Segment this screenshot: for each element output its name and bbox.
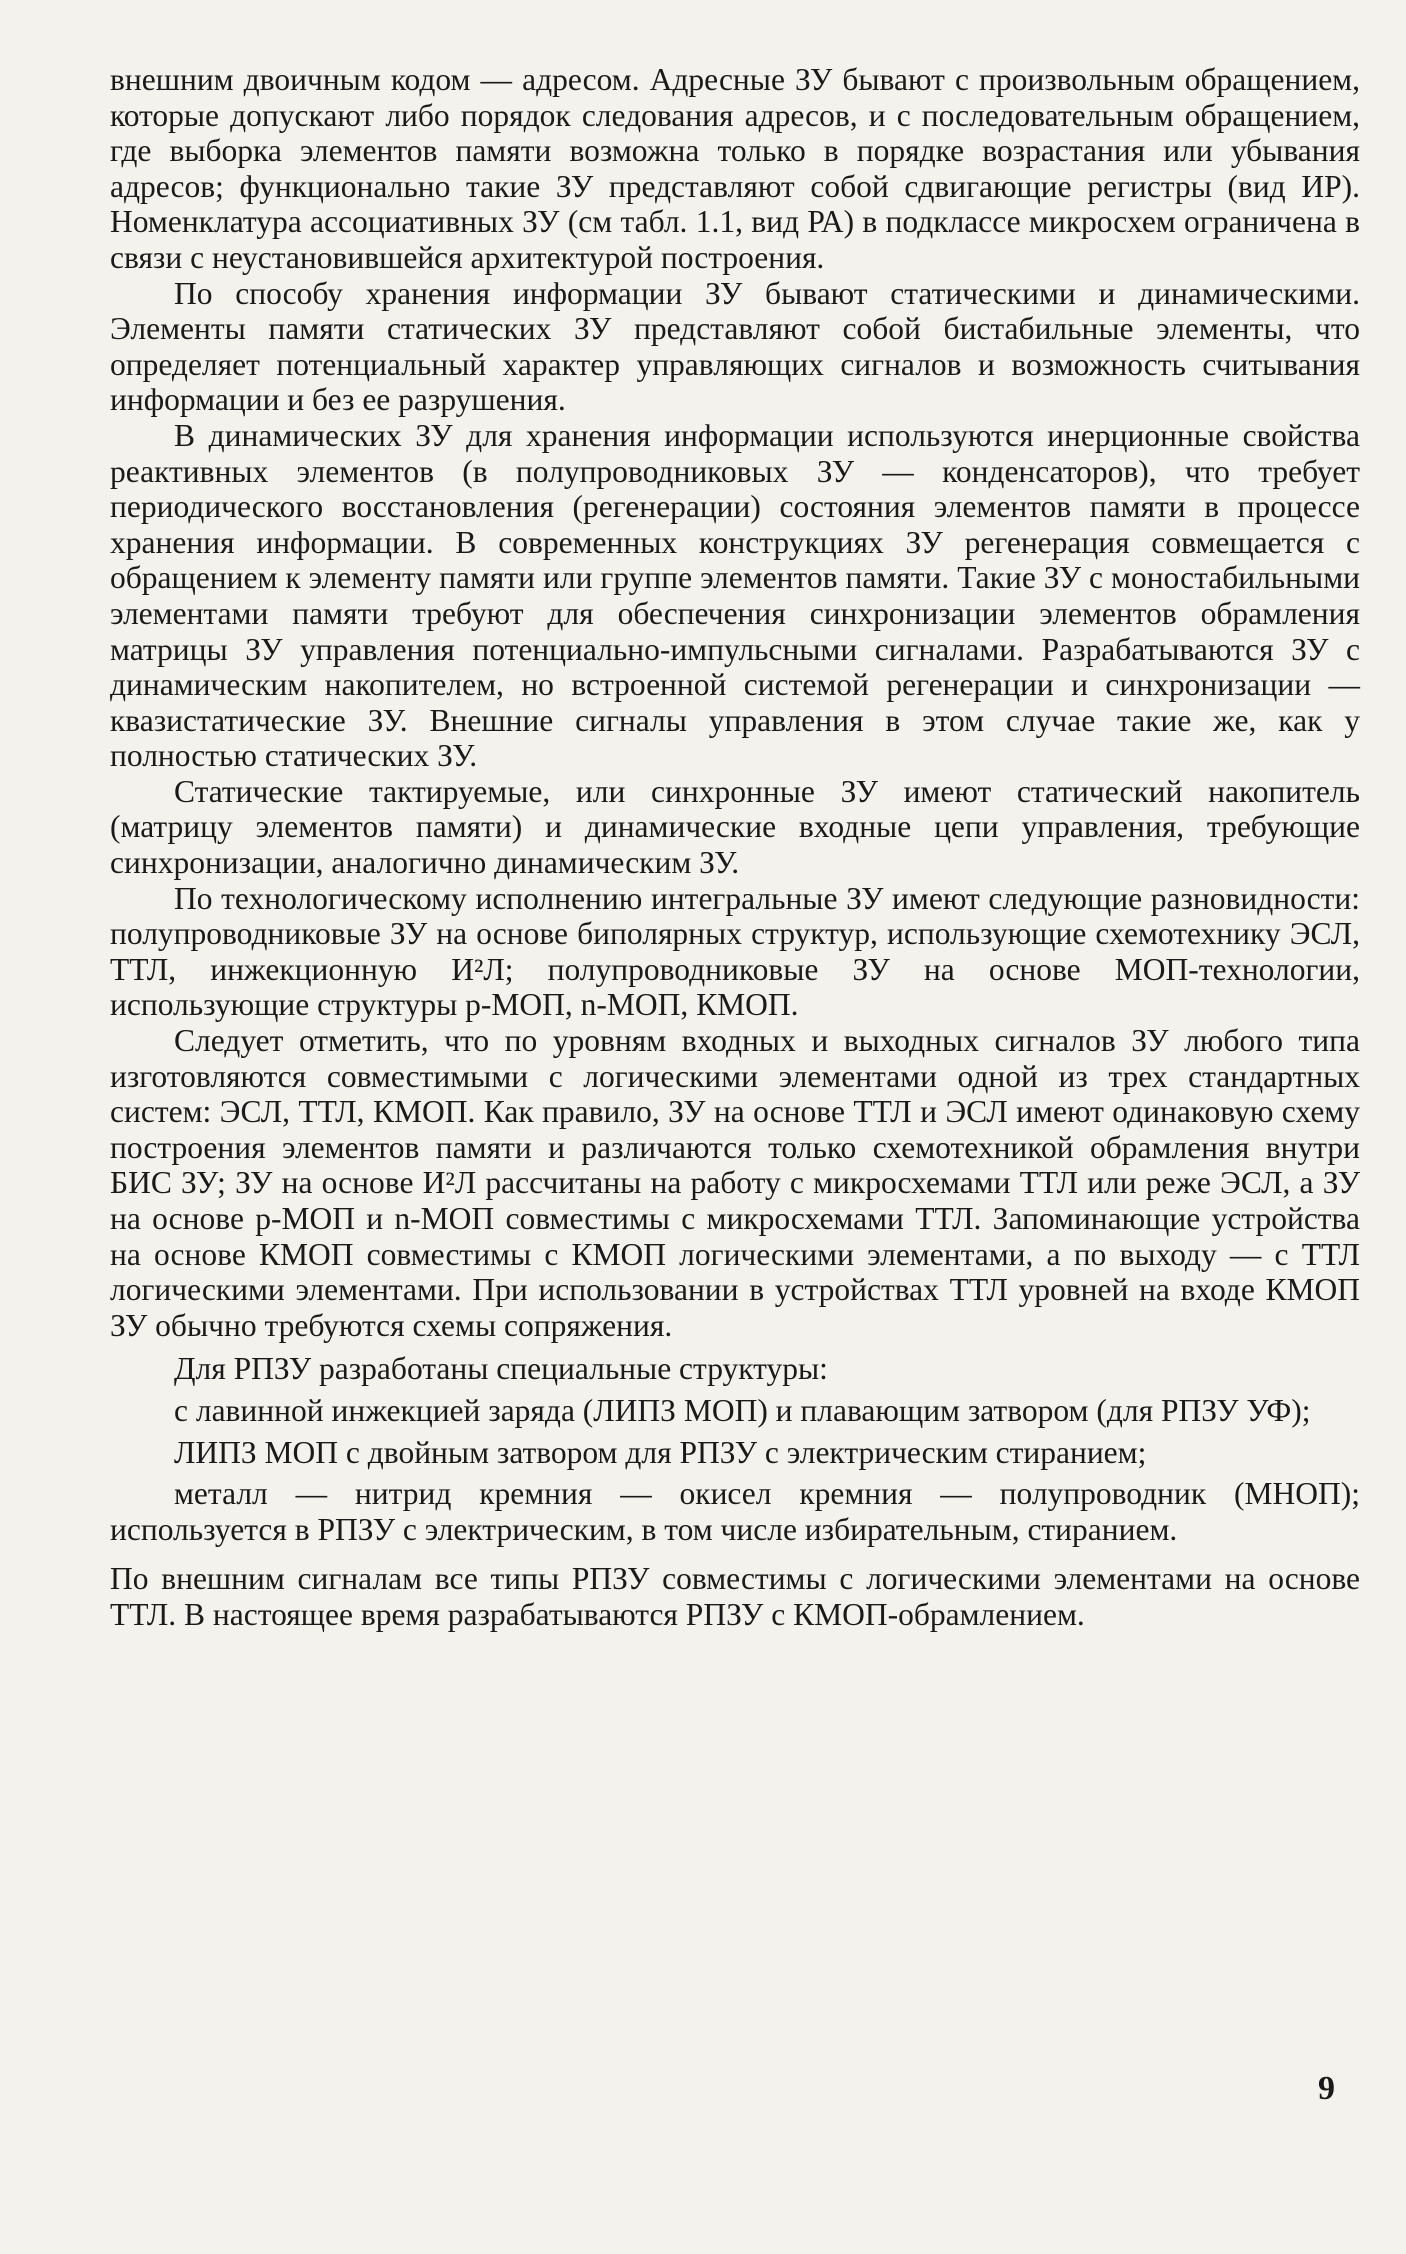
paragraph-synchronous: Статические тактируемые, или синхронные ЗУ имеют статический накопитель (матрицу элементов памяти) и динамические входные цепи управления, требующие синхронизации, аналогично динамическим ЗУ. [110, 773, 1360, 881]
paragraph-closing: По внешним сигналам все типы РПЗУ совместимы с логическими элементами на основе ТТЛ. В настоящее время разрабатываются РПЗУ с КМОП-обрамлением. [110, 1561, 1360, 1632]
paragraph-dynamic-memory: В динамических ЗУ для хранения информации используются инерционные свойства реактивных элементов (в полупроводниковых ЗУ — конденсаторов), что требует периодического восстановления (регенерации) состояния элементов памяти в процессе хранения информации. В современных конструкциях ЗУ регенерация совмещается с обращением к элементу памяти или группе элементов памяти. Такие ЗУ с моностабильными элементами памяти требуют для обеспечения синхронизации элементов обрамления матрицы ЗУ управления потенциально-импульсными сигналами. Разрабатываются ЗУ с динамическим накопителем, но встроенной системой регенерации и синхронизации — квазистатические ЗУ. Внешние сигналы управления в этом случае такие же, как у полностью статических ЗУ. [110, 417, 1360, 774]
list-item: металл — нитрид кремния — окисел кремния — полупроводник (МНОП); используется в РПЗУ с электрическим, в том числе избирательным, стиранием. [110, 1476, 1360, 1547]
paragraph-static-dynamic: По способу хранения информации ЗУ бывают статическими и динамическими. Элементы памяти статических ЗУ представляют собой бистабильные элементы, что определяет потенциальный характер управляющих сигналов и возможность считывания информации и без ее разрушения. [110, 275, 1360, 418]
paragraph-technology: По технологическому исполнению интегральные ЗУ имеют следующие разновидности: полупроводниковые ЗУ на основе биполярных структур, использующие схемотехнику ЭСЛ, ТТЛ, инжекционную И²Л; полупроводниковые ЗУ на основе МОП-технологии, использующие структуры p-МОП, n-МОП, КМОП. [110, 880, 1360, 1023]
paragraph-compatibility: Следует отметить, что по уровням входных и выходных сигналов ЗУ любого типа изготовляются совместимыми с логическими элементами одной из трех стандартных систем: ЭСЛ, ТТЛ, КМОП. Как правило, ЗУ на основе ТТЛ и ЭСЛ имеют одинаковую схему построения элементов памяти и различаются только схемотехникой обрамления внутри БИС ЗУ; ЗУ на основе И²Л рассчитаны на работу с микросхемами ТТЛ или реже ЭСЛ, а ЗУ на основе p-МОП и n-МОП совместимы с микросхемами ТТЛ. Запоминающие устройства на основе КМОП совместимы с КМОП логическими элементами, а по выходу — с ТТЛ логическими элементами. При использовании в устройствах ТТЛ уровней на входе КМОП ЗУ обычно требуются схемы сопряжения. [110, 1023, 1360, 1343]
list-item: ЛИПЗ МОП с двойным затвором для РПЗУ с электрическим стиранием; [174, 1434, 1147, 1470]
paragraph-addressing: внешним двоичным кодом — адресом. Адресные ЗУ бывают с произвольным обращением, которые допускают либо порядок следования адресов, и с последовательным обращением, где выборка элементов памяти возможна только в порядке возрастания или убывания адресов; функционально такие ЗУ представляют собой сдвигающие регистры (вид ИР). Номенклатура ассоциативных ЗУ (см табл. 1.1, вид РА) в подклассе микросхем ограничена в связи с неустановившейся архитектурой построения. [110, 62, 1360, 275]
page-number: 9 [1318, 2070, 1335, 2107]
list-intro: Для РПЗУ разработаны специальные структуры: [174, 1351, 828, 1387]
list-item: с лавинной инжекцией заряда (ЛИПЗ МОП) и плавающим затвором (для РПЗУ УФ); [174, 1392, 1311, 1428]
page-body [110, 62, 1360, 1633]
